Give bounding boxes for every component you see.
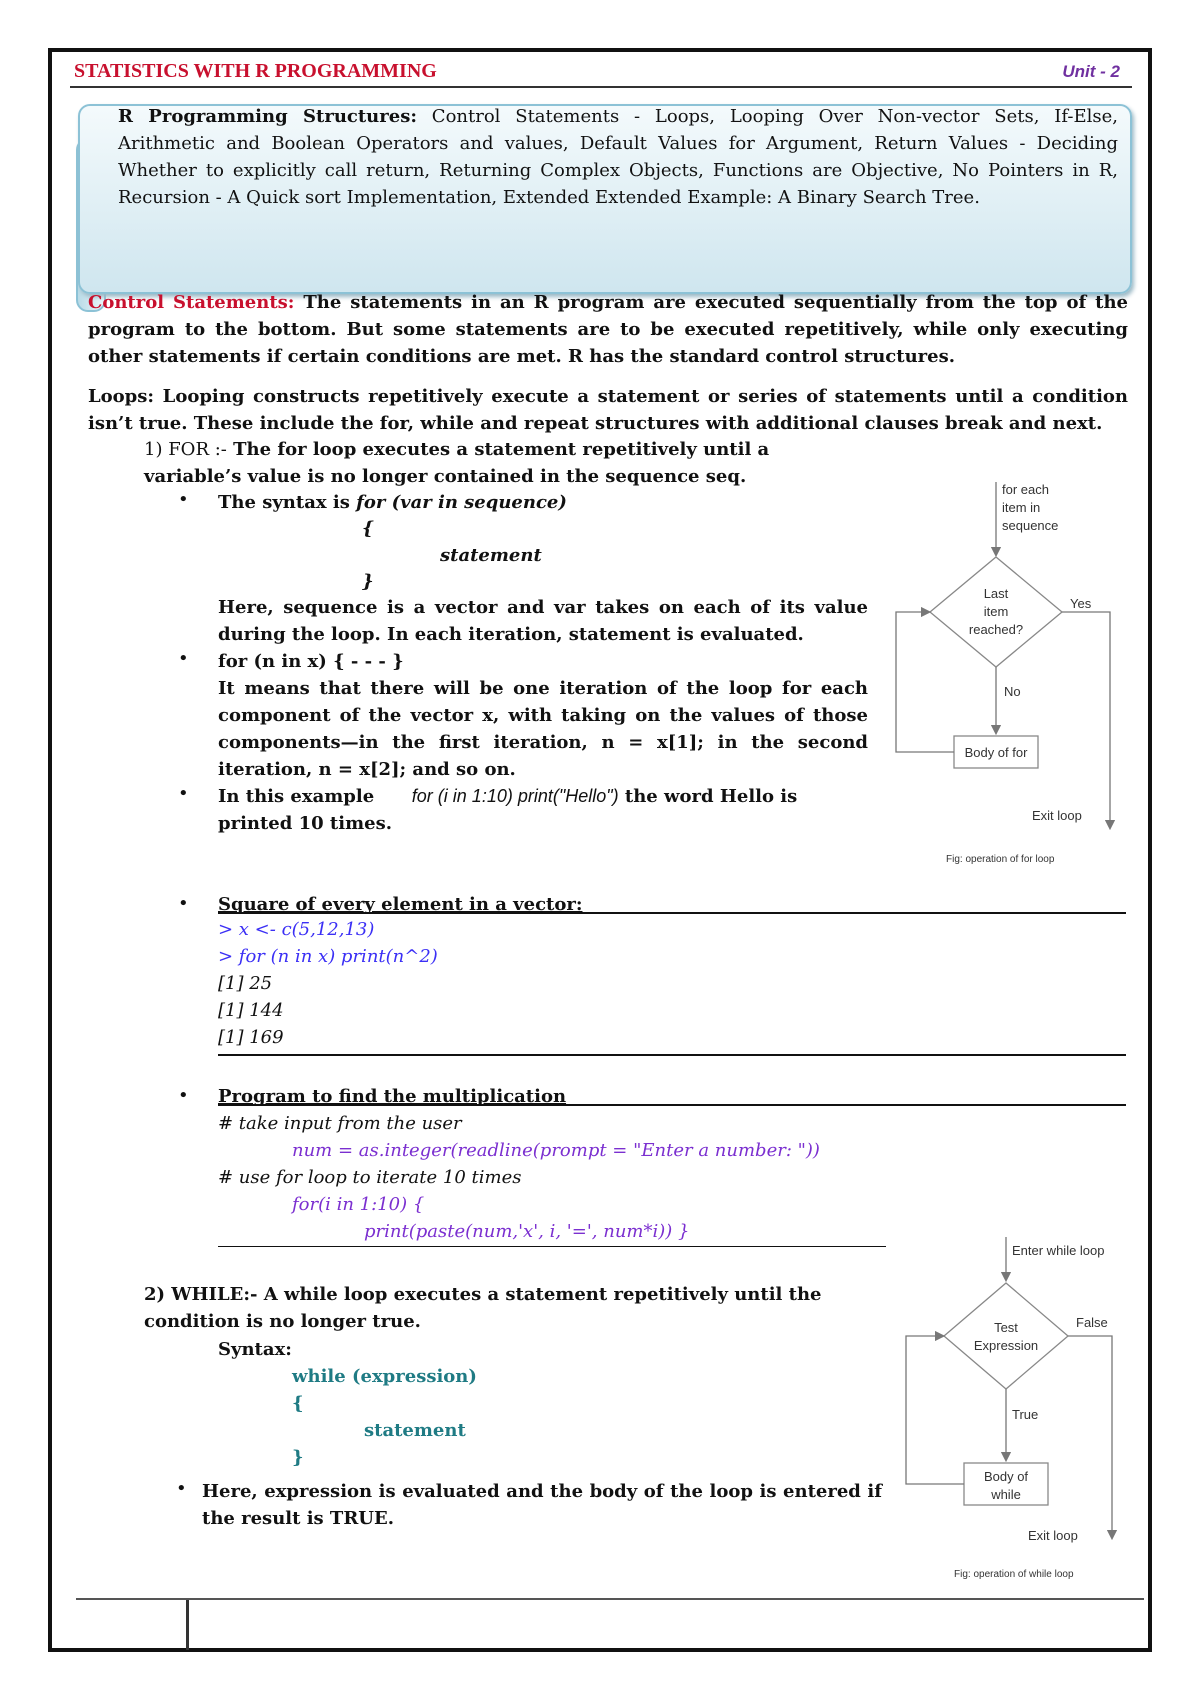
while-decision-text: Expression [973, 1338, 1039, 1353]
while-brace-open: { [292, 1393, 304, 1414]
hello-code: for (i in 1:10) print("Hello") [411, 786, 619, 806]
bullet-dot: • [176, 1478, 187, 1499]
multiplication-comment-1: # take input from the user [218, 1113, 462, 1134]
for-syntax-label: The syntax is [218, 492, 357, 513]
while-body-text: Body of [983, 1469, 1029, 1484]
while-body-text: while [991, 1487, 1021, 1502]
code-output: [1] 25 [218, 973, 273, 994]
for-brace-open: { [362, 518, 374, 539]
multiplication-code-2: for(i in 1:10) { [292, 1194, 425, 1215]
footer-separator [186, 1600, 189, 1650]
while-caption: Fig: operation of while loop [954, 1569, 1074, 1580]
for-statement: statement [440, 545, 542, 566]
program-bottom-rule [218, 1246, 886, 1247]
while-decision-text: Test [994, 1320, 1018, 1335]
for-brace-close: } [362, 571, 374, 592]
syllabus-heading: R Programming Structures: [118, 106, 417, 127]
while-false-arrow [1068, 1336, 1112, 1535]
bullet-dot: • [178, 1085, 189, 1106]
footer-divider [76, 1598, 1144, 1600]
header-title: STATISTICS WITH R PROGRAMMING [74, 60, 437, 82]
while-true-label: True [1012, 1407, 1039, 1422]
bullet-dot: • [178, 648, 189, 669]
multiplication-title: Program to find the multiplication [218, 1086, 567, 1107]
code-box-bottom-rule [218, 1054, 1126, 1056]
while-brace-close: } [292, 1447, 304, 1468]
for-decision-text: Last [983, 586, 1009, 601]
for-caption: Fig: operation of for loop [946, 854, 1055, 865]
for-syntax-description: Here, sequence is a vector and var takes on each of its value during the loop. In each iteration, statement is evaluated. [218, 597, 868, 645]
bullet-dot: • [178, 783, 189, 804]
control-statements-label: Control Statements: [88, 292, 295, 313]
for-body-text: Body of for [964, 745, 1028, 760]
for-loop-flowchart [890, 480, 1125, 870]
while-intro [144, 1281, 844, 1335]
square-code-block [218, 916, 438, 1051]
while-top-label: Enter while loop [1012, 1243, 1105, 1258]
while-exit-label: Exit loop [1028, 1528, 1078, 1543]
for-decision-text: item [983, 604, 1009, 619]
code-box-top-rule [218, 912, 1126, 914]
for-top-label-3: sequence [1002, 518, 1059, 533]
while-false-label: False [1076, 1315, 1108, 1330]
bullet-dot: • [178, 489, 189, 510]
header-divider [70, 86, 1132, 88]
bullet-dot: • [178, 893, 189, 914]
for-loopback-arrow [896, 612, 954, 752]
program-top-rule [218, 1104, 1126, 1106]
multiplication-code-3: print(paste(num,'x', i, '=', num*i)) } [364, 1221, 690, 1242]
multiplication-comment-2: # use for loop to iterate 10 times [218, 1167, 522, 1188]
square-title: Square of every element in a vector: [218, 894, 583, 915]
while-intro-text: A while loop executes a statement repetitively until the condition is no longer true. [144, 1284, 822, 1332]
for-intro-text: The for loop executes a statement repetitively until a variable’s value is no longer contained in the sequence seq. [144, 439, 770, 487]
for-yes-label: Yes [1070, 596, 1092, 611]
for-intro-num: 1) FOR :- [144, 439, 227, 460]
for-decision-text: reached? [968, 622, 1024, 637]
hello-pre: In this example [218, 786, 375, 807]
for-top-label-2: item in [1002, 500, 1041, 515]
while-bullet-text: Here, expression is evaluated and the body of the loop is entered if the result is TRUE. [202, 1481, 882, 1529]
code-line: > for (n in x) print(n^2) [218, 946, 438, 967]
for-example-description: It means that there will be one iteration of the loop for each component of the vector x, with taking on the values of those components—in the first iteration, n = x[1]; in the second iteration, n = x[2]; and so on. [218, 678, 868, 780]
code-output: [1] 169 [218, 1027, 284, 1048]
while-statement: statement [364, 1420, 466, 1441]
syllabus-body: Control Statements - Loops, Looping Over Non-vector Sets, If-Else, Arithmetic and Boolean Operators and values, Default Values for Argument, Return Values - Deciding Whether to explicitly call return, Returning Complex Objects, Functions are Objective, No Pointers in R, Recursion - A Quick sort Implementation, Extended Extended Example: A Binary Search Tree. [118, 106, 1118, 208]
for-intro [144, 436, 868, 490]
loops-paragraph: Loops: Looping constructs repetitively execute a statement or series of statements until a condition isn’t true. These include the for, while and repeat structures with additional clauses break and next. [88, 386, 1128, 434]
for-example-title: for (n in x) { - - - } [218, 651, 404, 672]
header-unit: Unit - 2 [1062, 62, 1120, 81]
syllabus-text [118, 103, 1118, 211]
code-line: > x <- c(5,12,13) [218, 919, 375, 940]
while-loopback-arrow [906, 1336, 964, 1484]
while-loop-flowchart [900, 1235, 1125, 1590]
for-top-label-1: for each [1002, 482, 1049, 497]
while-code-head: while (expression) [292, 1366, 477, 1387]
while-syntax-label: Syntax: [218, 1339, 292, 1360]
for-exit-label: Exit loop [1032, 808, 1082, 823]
while-decision-diamond [944, 1283, 1068, 1389]
control-statements-paragraph [88, 289, 1128, 370]
while-intro-num: 2) WHILE:- [144, 1284, 258, 1305]
for-no-label: No [1004, 684, 1021, 699]
for-syntax-line [218, 489, 567, 516]
for-hello-example [218, 783, 868, 837]
hello-post: the word Hello is printed 10 times. [218, 786, 798, 834]
multiplication-code-1: num = as.integer(readline(prompt = "Enter a number: ")) [292, 1140, 820, 1161]
code-output: [1] 144 [218, 1000, 284, 1021]
control-statements-text: The statements in an R program are executed sequentially from the top of the program to the bottom. But some statements are to be executed repetitively, while only executing other statements if certain conditions are met. R has the standard control structures. [88, 292, 1129, 367]
for-syntax-code: for (var in sequence) [356, 492, 567, 513]
for-yes-arrow [1062, 612, 1110, 825]
